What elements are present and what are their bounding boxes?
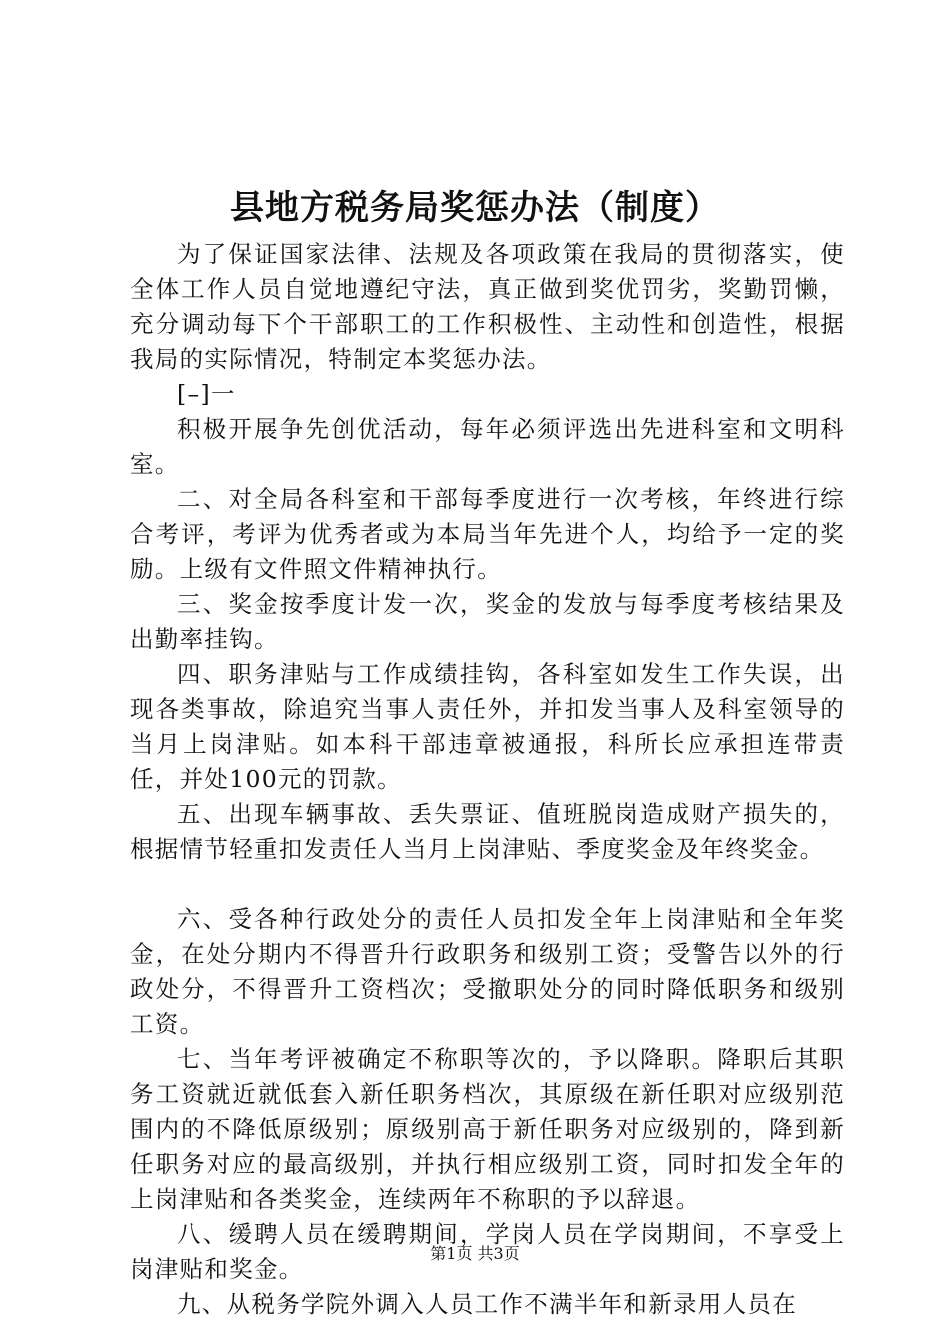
- page-number-footer: 第1页 共3页: [430, 1244, 520, 1263]
- paragraph-6: 六、受各种行政处分的责任人员扣发全年上岗津贴和全年奖金，在处分期内不得晋升行政职务和级别工资；受警告以外的行政处分，不得晋升工资档次；受撤职处分的同时降低职务和级别工资。: [130, 905, 845, 1038]
- paragraph-intro: 为了保证国家法律、法规及各项政策在我局的贯彻落实，使全体工作人员自觉地遵纪守法，真正做到奖优罚劣，奖勤罚懒，充分调动每下个干部职工的工作积极性、主动性和创造性，根据我局的实际情况，特制定本奖惩办法。: [130, 240, 845, 373]
- paragraph-4: 四、职务津贴与工作成绩挂钩，各科室如发生工作失误，出现各类事故，除追究当事人责任外，并扣发当事人及科室领导的当月上岗津贴。如本科干部违章被通报，科所长应承担连带责任，并处100元的罚款。: [130, 660, 845, 793]
- paragraph-9: 九、从税务学院外调入人员工作不满半年和新录用人员在: [177, 1290, 797, 1318]
- paragraph-8: 八、缓聘人员在缓聘期间，学岗人员在学岗期间，不享受上岗津贴和奖金。: [130, 1220, 845, 1283]
- paragraph-5: 五、出现车辆事故、丢失票证、值班脱岗造成财产损失的，根据情节轻重扣发责任人当月上岗津贴、季度奖金及年终奖金。: [130, 800, 845, 863]
- paragraph-1: 积极开展争先创优活动，每年必须评选出先进科室和文明科室。: [130, 415, 845, 478]
- document-body: [130, 237, 845, 1322]
- paragraph-marker: [–]一: [177, 380, 236, 408]
- document-title: 县地方税务局奖惩办法（制度）: [230, 188, 720, 228]
- paragraph-2: 二、对全局各科室和干部每季度进行一次考核，年终进行综合考评，考评为优秀者或为本局当年先进个人，均给予一定的奖励。上级有文件照文件精神执行。: [130, 485, 845, 583]
- paragraph-7: 七、当年考评被确定不称职等次的，予以降职。降职后其职务工资就近就低套入新任职务档次，其原级在新任职对应级别范围内的不降低原级别；原级别高于新任职务对应级别的，降到新任职务对应的最高级别，并执行相应级别工资，同时扣发全年的上岗津贴和各类奖金，连续两年不称职的予以辞退。: [130, 1045, 845, 1213]
- paragraph-3: 三、奖金按季度计发一次，奖金的发放与每季度考核结果及出勤率挂钩。: [130, 590, 845, 653]
